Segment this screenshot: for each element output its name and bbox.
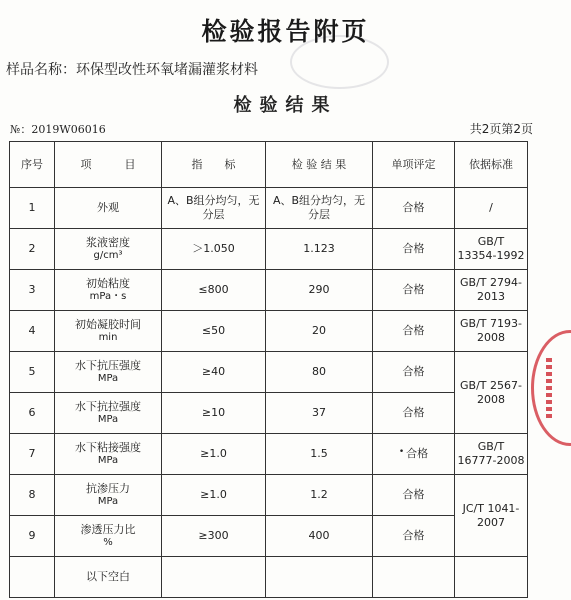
item-name: 水下粘接强度 bbox=[75, 440, 141, 454]
cell-verdict bbox=[373, 434, 455, 475]
cell-verdict: 合格 bbox=[373, 475, 455, 516]
header-item: 项 目 bbox=[55, 142, 162, 188]
stamp-lettering bbox=[546, 358, 552, 418]
header-verdict: 单项评定 bbox=[373, 142, 455, 188]
table-row bbox=[10, 311, 528, 352]
cell-spec: ≤800 bbox=[162, 270, 266, 311]
section-title: 检验结果 bbox=[233, 95, 338, 116]
sample-name: 样品名称：环保型改性环氧堵漏灌浆材料 bbox=[6, 62, 258, 78]
cell-result bbox=[266, 557, 373, 598]
cell-standard: GB/T 7193-2008 bbox=[455, 311, 528, 352]
header-standard: 依据标准 bbox=[455, 142, 528, 188]
cell-standard: / bbox=[455, 188, 528, 229]
cell-spec: ≥10 bbox=[162, 393, 266, 434]
item-unit: min bbox=[98, 331, 118, 343]
cell-no: 6 bbox=[10, 393, 55, 434]
document-title: 检验报告附页 bbox=[201, 17, 370, 46]
cell-spec: ＞1.050 bbox=[162, 229, 266, 270]
cell-no bbox=[10, 557, 55, 598]
cell-item bbox=[55, 311, 162, 352]
cell-verdict: 合格 bbox=[373, 311, 455, 352]
cell-standard: GB/T 2794-2013 bbox=[455, 270, 528, 311]
table-row bbox=[10, 270, 528, 311]
mark-dot: • bbox=[398, 447, 405, 458]
item-unit: % bbox=[103, 536, 113, 548]
table-row bbox=[10, 516, 528, 557]
cell-spec: ≤50 bbox=[162, 311, 266, 352]
cell-result: 80 bbox=[266, 352, 373, 393]
cell-item bbox=[55, 434, 162, 475]
cell-result: 1.5 bbox=[266, 434, 373, 475]
cell-standard: JC/T 1041-2007 bbox=[455, 475, 528, 557]
header-no: 序号 bbox=[10, 142, 55, 188]
red-seal-stamp bbox=[531, 330, 571, 446]
item-name: 渗透压力比 bbox=[80, 522, 136, 536]
report-number: №：2019W06016 bbox=[10, 123, 106, 136]
cell-item: 以下空白 bbox=[55, 557, 162, 598]
cell-result: 37 bbox=[266, 393, 373, 434]
item-name: 水下抗拉强度 bbox=[75, 399, 141, 413]
cell-spec: ≥1.0 bbox=[162, 475, 266, 516]
cell-no: 5 bbox=[10, 352, 55, 393]
cell-result: 400 bbox=[266, 516, 373, 557]
table-row bbox=[10, 393, 528, 434]
page-info: 共2页第2页 bbox=[469, 122, 533, 136]
cell-result: A、B组分均匀，无分层 bbox=[266, 188, 373, 229]
results-table bbox=[9, 141, 528, 598]
item-name: 水下抗压强度 bbox=[75, 358, 141, 372]
header-spec: 指 标 bbox=[162, 142, 266, 188]
cell-result: 290 bbox=[266, 270, 373, 311]
cell-result: 20 bbox=[266, 311, 373, 352]
table-row bbox=[10, 434, 528, 475]
table-row bbox=[10, 475, 528, 516]
cell-item bbox=[55, 393, 162, 434]
item-unit: MPa bbox=[97, 413, 119, 425]
table-row bbox=[10, 229, 528, 270]
cell-verdict bbox=[373, 557, 455, 598]
cell-no: 2 bbox=[10, 229, 55, 270]
table-row bbox=[10, 557, 528, 598]
item-unit: MPa bbox=[97, 454, 119, 466]
item-unit: MPa bbox=[97, 495, 119, 507]
cell-verdict: 合格 bbox=[373, 270, 455, 311]
verdict-text: 合格 bbox=[406, 447, 429, 461]
cell-standard: GB/T 16777-2008 bbox=[455, 434, 528, 475]
item-unit: MPa bbox=[97, 372, 119, 384]
cell-spec: ≥1.0 bbox=[162, 434, 266, 475]
cell-no: 4 bbox=[10, 311, 55, 352]
cell-no: 7 bbox=[10, 434, 55, 475]
table-row bbox=[10, 188, 528, 229]
cell-item bbox=[55, 188, 162, 229]
table-row bbox=[10, 352, 528, 393]
cell-standard bbox=[455, 557, 528, 598]
cell-spec: ≥300 bbox=[162, 516, 266, 557]
cell-no: 9 bbox=[10, 516, 55, 557]
cell-no: 8 bbox=[10, 475, 55, 516]
cell-standard: GB/T 2567-2008 bbox=[455, 352, 528, 434]
item-unit: mPa・s bbox=[89, 290, 127, 302]
cell-verdict: 合格 bbox=[373, 188, 455, 229]
item-name: 抗渗压力 bbox=[86, 481, 130, 495]
item-name: 初始凝胶时间 bbox=[75, 317, 141, 331]
cell-item bbox=[55, 516, 162, 557]
header-result: 检 验 结 果 bbox=[266, 142, 373, 188]
cell-item bbox=[55, 475, 162, 516]
cell-no: 3 bbox=[10, 270, 55, 311]
cell-verdict: 合格 bbox=[373, 393, 455, 434]
cell-no: 1 bbox=[10, 188, 55, 229]
cell-verdict: 合格 bbox=[373, 352, 455, 393]
item-name: 初始粘度 bbox=[86, 276, 130, 290]
cell-spec bbox=[162, 557, 266, 598]
cell-verdict: 合格 bbox=[373, 229, 455, 270]
cell-verdict: 合格 bbox=[373, 516, 455, 557]
item-name: 浆液密度 bbox=[86, 235, 130, 249]
cell-result: 1.123 bbox=[266, 229, 373, 270]
cell-item bbox=[55, 229, 162, 270]
cell-item bbox=[55, 270, 162, 311]
cell-item bbox=[55, 352, 162, 393]
cell-result: 1.2 bbox=[266, 475, 373, 516]
header-row bbox=[10, 142, 528, 188]
cell-spec: A、B组分均匀，无分层 bbox=[162, 188, 266, 229]
cell-standard: GB/T 13354-1992 bbox=[455, 229, 528, 270]
cell-spec: ≥40 bbox=[162, 352, 266, 393]
item-unit: g/cm³ bbox=[93, 249, 123, 261]
item-name: 外观 bbox=[97, 201, 119, 215]
